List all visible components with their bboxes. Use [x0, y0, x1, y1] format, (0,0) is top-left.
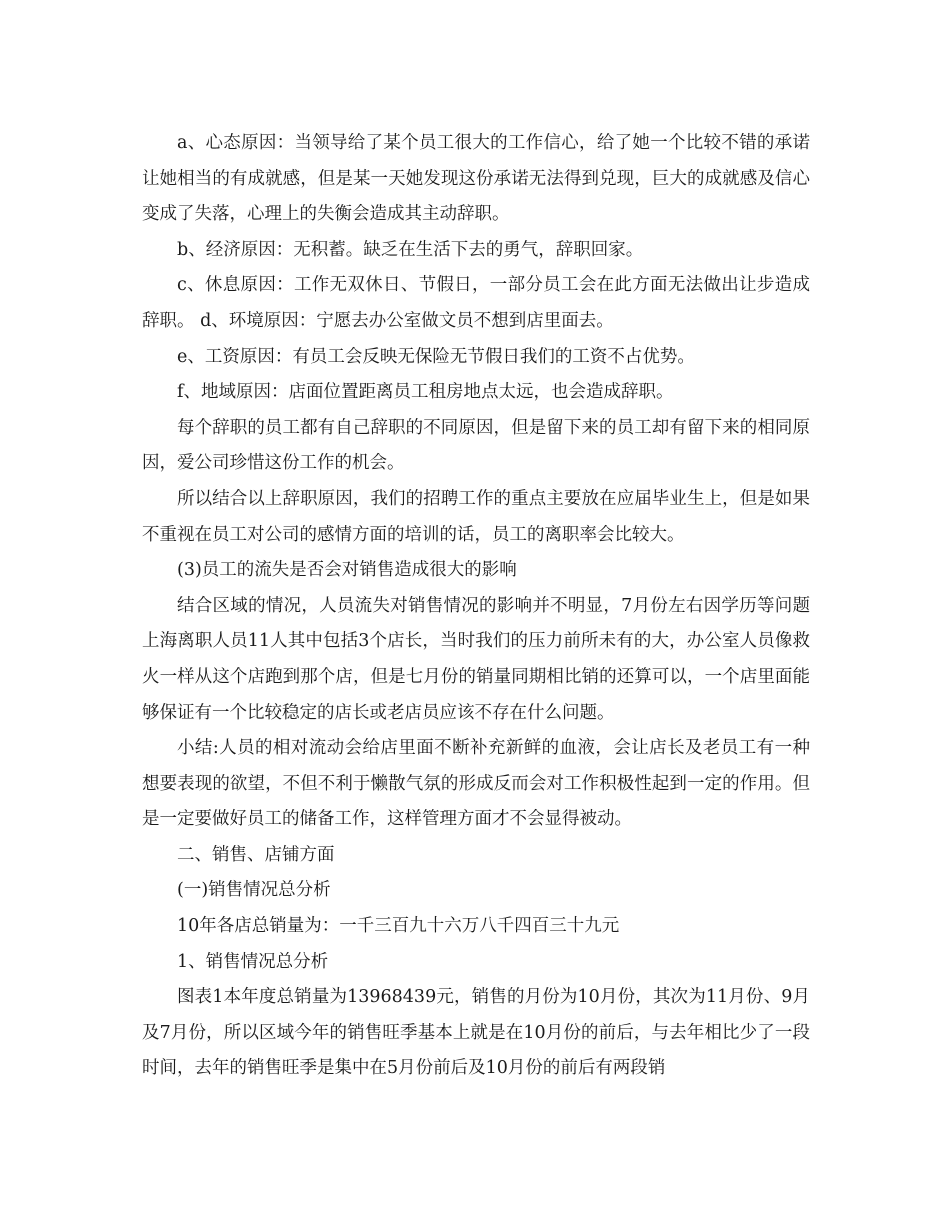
- paragraph-location-reason: f、地域原因：店面位置距离员工租房地点太远，也会造成辞职。: [177, 382, 674, 403]
- paragraph-economic-reason: b、经济原因：无积蓄。缺乏在生活下去的勇气，辞职回家。: [177, 239, 644, 260]
- paragraph-salary-reason: e、工资原因：有员工会反映无保险无节假日我们的工资不占优势。: [177, 346, 695, 367]
- paragraph-total-sales: 10年各店总销量为：一千三百九十六万八千四百三十九元: [177, 916, 620, 937]
- section-heading-sales-stores: 二、销售、店铺方面: [177, 844, 335, 865]
- paragraph-recruitment-focus: 所以结合以上辞职原因，我们的招聘工作的重点主要放在应届毕业生上，但是如果不重视在员工对公司的感情方面的培训的话，员工的离职率会比较大。: [142, 488, 810, 545]
- paragraph-mental-reason: a、心态原因：当领导给了某个员工很大的工作信心，给了她一个比较不错的承诺让她相当的有成就感，但是某一天她发现这份承诺无法得到兑现，巨大的成就感及信心变成了失落，心理上的失衡会造成其主动辞职。: [142, 133, 810, 225]
- section-heading-sales-analysis: (一)销售情况总分析: [177, 880, 331, 901]
- section-heading-staff-loss: (3)员工的流失是否会对销售造成很大的影响: [177, 560, 517, 581]
- paragraph-retention-reason: 每个辞职的员工都有自己辞职的不同原因，但是留下来的员工却有留下来的相同原因，爱公司珍惜这份工作的机会。: [142, 417, 810, 474]
- paragraph-rest-environment-reason: c、休息原因：工作无双休日、节假日，一部分员工会在此方面无法做出让步造成辞职。 d、环境原因：宁愿去办公室做文员不想到店里面去。: [142, 275, 810, 331]
- document-body: [142, 126, 810, 1087]
- paragraph-summary: 小结:人员的相对流动会给店里面不断补充新鲜的血液，会让店长及老员工有一种想要表现的欲望，不但不利于懒散气氛的形成反而会对工作积极性起到一定的作用。但是一定要做好员工的储备工作，这样管理方面才不会显得被动。: [142, 738, 810, 830]
- paragraph-regional-situation: 结合区域的情况，人员流失对销售情况的影响并不明显，7月份左右因学历等问题上海离职人员11人其中包括3个店长，当时我们的压力前所未有的大，办公室人员像救火一样从这个店跑到那个店，但是七月份的销量同期相比销的还算可以，一个店里面能够保证有一个比较稳定的店长或老店员应该不存在什么问题。: [142, 595, 810, 723]
- section-heading-sales-overview: 1、销售情况总分析: [177, 951, 329, 972]
- paragraph-sales-chart-description: 图表1本年度总销量为13968439元，销售的月份为10月份，其次为11月份、9月及7月份，所以区域今年的销售旺季基本上就是在10月份的前后，与去年相比少了一段时间，去年的销售旺季是集中在5月份前后及10月份的前后有两段销: [142, 987, 810, 1079]
